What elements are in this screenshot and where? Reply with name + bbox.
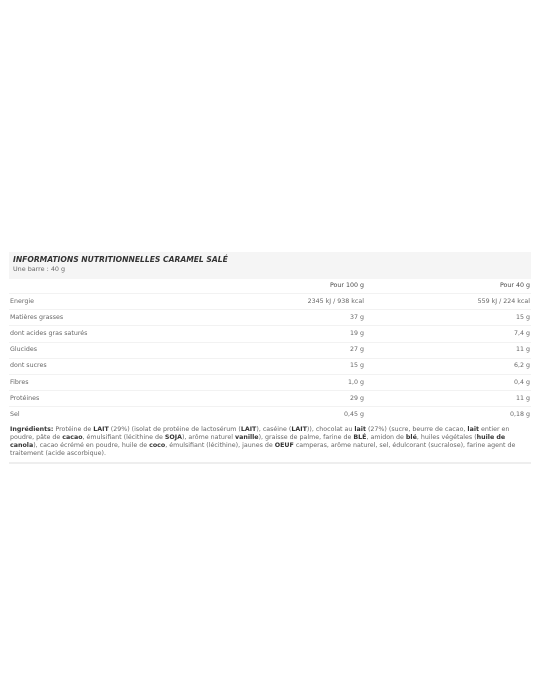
ingredient-text: , amidon de <box>366 433 406 441</box>
allergen-text: cacao <box>62 433 83 441</box>
value-per100: 29 g <box>169 391 365 407</box>
table-row <box>9 391 531 407</box>
serving-size: Une barre : 40 g <box>13 265 66 274</box>
nutrient-label: dont acides gras saturés <box>9 326 169 342</box>
allergen-text: LAIT <box>93 425 109 433</box>
ingredient-text: ), caséine ( <box>256 425 292 433</box>
allergen-text: blé <box>405 433 417 441</box>
nutrition-table <box>9 279 531 423</box>
value-per100: 15 g <box>169 358 365 374</box>
ingredient-text: , émulsifiant (lécithine), jaunes de <box>165 441 275 449</box>
allergen-text: lait <box>354 425 366 433</box>
allergen-text: BLÉ <box>353 433 367 441</box>
nutrient-label: Glucides <box>9 342 169 358</box>
ingredient-text: ), graisse de palme, farine de <box>258 433 354 441</box>
ingredient-text: , huiles végétales ( <box>416 433 477 441</box>
value-per40: 6,2 g <box>365 358 531 374</box>
value-per40: 0,18 g <box>365 407 531 423</box>
allergen-text: vanille <box>235 433 259 441</box>
table-row <box>9 310 531 326</box>
value-per40: 15 g <box>365 310 531 326</box>
table-header-row <box>9 279 531 294</box>
ingredient-text: (29%) (isolat de protéine de lactosérum ( <box>108 425 241 433</box>
ingredients-text <box>9 426 531 459</box>
ingredients-label: Ingrédients: <box>10 425 54 433</box>
ingredient-text: )), chocolat au <box>306 425 355 433</box>
value-per40: 11 g <box>365 342 531 358</box>
value-per40: 11 g <box>365 391 531 407</box>
value-per100: 37 g <box>169 310 365 326</box>
allergen-text: SOJA <box>164 433 182 441</box>
nutrient-label: Protéines <box>9 391 169 407</box>
ingredient-text: (27%) (sucre, beurre de cacao, <box>365 425 468 433</box>
value-per100: 27 g <box>169 342 365 358</box>
ingredients-list <box>10 426 515 458</box>
panel-header <box>9 252 531 279</box>
panel-title: INFORMATIONS NUTRITIONNELLES CARAMEL SALÉ <box>13 255 228 264</box>
table-row <box>9 326 531 342</box>
value-per100: 0,45 g <box>169 407 365 423</box>
table-row <box>9 342 531 358</box>
nutrient-label: dont sucres <box>9 358 169 374</box>
ingredient-text: ), cacao écrémé en poudre, huile de <box>33 441 150 449</box>
column-header-per100: Pour 100 g <box>329 282 364 290</box>
allergen-text: huile de canola <box>10 433 506 449</box>
value-per40: 559 kJ / 224 kcal <box>365 294 531 310</box>
nutrient-label: Energie <box>9 294 169 310</box>
nutrition-panel <box>9 252 531 464</box>
ingredient-text: entier en poudre, pâte de <box>10 425 510 441</box>
divider <box>9 462 531 464</box>
ingredient-text: ), arôme naturel <box>181 433 235 441</box>
ingredient-text: , émulsifiant (lécithine de <box>82 433 165 441</box>
table-row <box>9 407 531 423</box>
table-row <box>9 294 531 310</box>
value-per40: 0,4 g <box>365 374 531 390</box>
nutrient-label: Sel <box>9 407 169 423</box>
ingredient-text: camperas, arôme naturel, sel, édulcorant (sucralose), farine agent de traitement (acide ascorbique). <box>10 441 516 458</box>
ingredient-text: Protéine de <box>53 425 94 433</box>
column-header-per40: Pour 40 g <box>499 282 530 290</box>
allergen-text: coco <box>149 441 166 449</box>
value-per100: 1,0 g <box>169 374 365 390</box>
allergen-text: lait <box>467 425 479 433</box>
nutrient-label: Fibres <box>9 374 169 390</box>
value-per100: 2345 kJ / 938 kcal <box>169 294 365 310</box>
column-header-label <box>9 279 169 294</box>
allergen-text: LAIT <box>240 425 257 433</box>
table-row <box>9 374 531 390</box>
allergen-text: LAIT <box>291 425 307 433</box>
value-per40: 7,4 g <box>365 326 531 342</box>
allergen-text: OEUF <box>274 441 294 449</box>
value-per100: 19 g <box>169 326 365 342</box>
table-row <box>9 358 531 374</box>
nutrient-label: Matières grasses <box>9 310 169 326</box>
